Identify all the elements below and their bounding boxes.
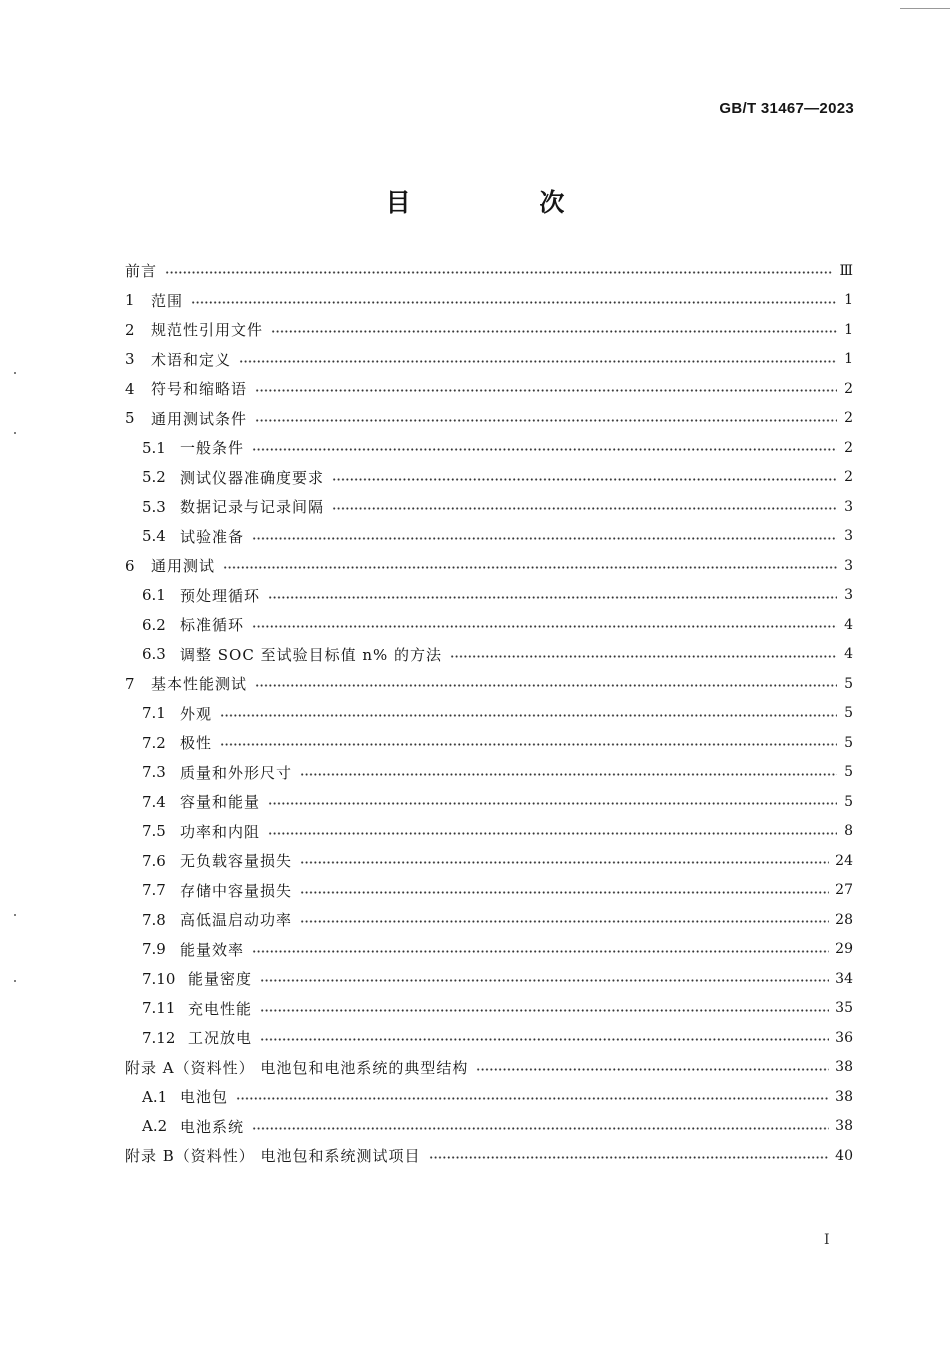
toc-leader-dots bbox=[271, 330, 837, 333]
toc-entry-page: 4 bbox=[844, 646, 853, 663]
toc-entry[interactable] bbox=[125, 551, 853, 581]
toc-entry-number: 7.10 bbox=[142, 969, 176, 988]
toc-entry[interactable] bbox=[125, 433, 853, 463]
toc-entry-number: 3 bbox=[125, 350, 135, 369]
toc-entry[interactable] bbox=[125, 905, 853, 935]
toc-entry-number: 6.1 bbox=[142, 586, 166, 605]
toc-entry-page: Ⅲ bbox=[839, 262, 853, 279]
toc-entry-number: 5 bbox=[125, 409, 135, 428]
toc-entry[interactable] bbox=[125, 758, 853, 788]
table-of-contents bbox=[125, 256, 853, 1171]
toc-entry-page: 35 bbox=[835, 1000, 853, 1017]
toc-entry-label: 术语和定义 bbox=[151, 350, 232, 369]
toc-entry-page: 1 bbox=[844, 292, 853, 309]
toc-leader-dots bbox=[260, 979, 829, 982]
scan-edge-line bbox=[900, 8, 950, 9]
toc-entry-label: 充电性能 bbox=[188, 999, 253, 1018]
toc-entry-number: 7.7 bbox=[142, 881, 166, 900]
toc-entry-number: 7.8 bbox=[142, 910, 166, 929]
toc-entry-label: 附录 B（资料性） 电池包和系统测试项目 bbox=[125, 1147, 421, 1166]
toc-entry-page: 1 bbox=[844, 351, 853, 368]
toc-entry-number: 7.3 bbox=[142, 763, 166, 782]
toc-entry[interactable] bbox=[125, 522, 853, 552]
toc-entry-label: 通用测试 bbox=[151, 557, 216, 576]
toc-entry-label: 规范性引用文件 bbox=[151, 321, 264, 340]
toc-leader-dots bbox=[165, 271, 833, 274]
toc-entry-page: 38 bbox=[835, 1088, 853, 1105]
toc-entry-label: 电池包 bbox=[180, 1088, 229, 1107]
toc-leader-dots bbox=[332, 507, 837, 510]
toc-entry-label: 存储中容量损失 bbox=[180, 881, 293, 900]
toc-entry-page: 2 bbox=[844, 380, 853, 397]
toc-entry[interactable] bbox=[125, 256, 853, 286]
toc-entry-number: 5.2 bbox=[142, 468, 166, 487]
toc-entry[interactable] bbox=[125, 699, 853, 729]
toc-leader-dots bbox=[220, 743, 837, 746]
toc-leader-dots bbox=[300, 891, 829, 894]
toc-entry-label: 能量密度 bbox=[188, 970, 253, 989]
toc-entry-number: 2 bbox=[125, 320, 135, 339]
toc-entry[interactable] bbox=[125, 610, 853, 640]
scan-speck bbox=[14, 980, 16, 982]
toc-entry[interactable] bbox=[125, 728, 853, 758]
toc-entry-label: 极性 bbox=[180, 734, 213, 753]
toc-entry-number: 7 bbox=[125, 674, 135, 693]
toc-entry[interactable] bbox=[125, 374, 853, 404]
toc-leader-dots bbox=[300, 920, 829, 923]
toc-entry-label: 基本性能测试 bbox=[151, 675, 248, 694]
toc-entry-page: 2 bbox=[844, 469, 853, 486]
toc-entry-page: 5 bbox=[844, 675, 853, 692]
toc-entry[interactable] bbox=[125, 1141, 853, 1171]
toc-entry[interactable] bbox=[125, 787, 853, 817]
toc-entry[interactable] bbox=[125, 286, 853, 316]
toc-entry-page: 2 bbox=[844, 410, 853, 427]
toc-leader-dots bbox=[220, 714, 837, 717]
toc-leader-dots bbox=[252, 1127, 829, 1130]
toc-entry-page: 40 bbox=[835, 1147, 853, 1164]
toc-leader-dots bbox=[223, 566, 837, 569]
toc-entry[interactable] bbox=[125, 1082, 853, 1112]
toc-entry-label: 测试仪器准确度要求 bbox=[180, 468, 325, 487]
toc-entry-page: 38 bbox=[835, 1118, 853, 1135]
toc-entry-number: 6.3 bbox=[142, 645, 166, 664]
toc-entry-label: 预处理循环 bbox=[180, 586, 261, 605]
toc-leader-dots bbox=[332, 478, 837, 481]
toc-entry-number: 1 bbox=[125, 291, 135, 310]
toc-entry-label: 符号和缩略语 bbox=[151, 380, 248, 399]
toc-entry-number: 7.2 bbox=[142, 733, 166, 752]
footer-page-number: I bbox=[824, 1232, 830, 1248]
toc-leader-dots bbox=[260, 1038, 829, 1041]
toc-leader-dots bbox=[255, 684, 837, 687]
toc-leader-dots bbox=[252, 537, 837, 540]
toc-leader-dots bbox=[476, 1068, 829, 1071]
toc-entry-label: 容量和能量 bbox=[180, 793, 261, 812]
toc-entry-label: 外观 bbox=[180, 704, 213, 723]
toc-entry-number: 6 bbox=[125, 556, 135, 575]
toc-entry-page: 1 bbox=[844, 321, 853, 338]
toc-entry[interactable] bbox=[125, 817, 853, 847]
toc-entry-label: 工况放电 bbox=[188, 1029, 253, 1048]
toc-entry-label: 范围 bbox=[151, 291, 184, 310]
toc-entry-label: 数据记录与记录间隔 bbox=[180, 498, 325, 517]
toc-entry-label: 质量和外形尺寸 bbox=[180, 763, 293, 782]
toc-entry-page: 36 bbox=[835, 1029, 853, 1046]
toc-entry-label: 调整 SOC 至试验目标值 n% 的方法 bbox=[180, 645, 443, 664]
toc-entry[interactable] bbox=[125, 1023, 853, 1053]
toc-entry-number: 7.11 bbox=[142, 999, 176, 1018]
toc-entry-page: 38 bbox=[835, 1059, 853, 1076]
toc-entry-page: 3 bbox=[844, 498, 853, 515]
toc-leader-dots bbox=[300, 773, 837, 776]
toc-entry-number: 7.5 bbox=[142, 822, 166, 841]
toc-entry-page: 29 bbox=[835, 941, 853, 958]
toc-entry-page: 3 bbox=[844, 557, 853, 574]
scan-speck bbox=[14, 372, 16, 374]
toc-entry-page: 24 bbox=[835, 852, 853, 869]
toc-entry-label: 电池系统 bbox=[180, 1117, 245, 1136]
toc-entry-page: 2 bbox=[844, 439, 853, 456]
toc-entry-label: 无负载容量损失 bbox=[180, 852, 293, 871]
toc-entry-label: 标准循环 bbox=[180, 616, 245, 635]
toc-entry[interactable] bbox=[125, 1112, 853, 1142]
toc-leader-dots bbox=[300, 861, 829, 864]
toc-entry[interactable] bbox=[125, 846, 853, 876]
toc-entry[interactable] bbox=[125, 935, 853, 965]
toc-leader-dots bbox=[252, 950, 829, 953]
toc-entry-page: 34 bbox=[835, 970, 853, 987]
toc-entry[interactable] bbox=[125, 404, 853, 434]
toc-entry-number: 5.4 bbox=[142, 527, 166, 546]
page-title: 目 次 bbox=[385, 188, 625, 217]
toc-entry-page: 3 bbox=[844, 528, 853, 545]
toc-entry-label: 高低温启动功率 bbox=[180, 911, 293, 930]
scan-speck bbox=[14, 432, 16, 434]
toc-leader-dots bbox=[260, 1009, 829, 1012]
toc-entry-number: 4 bbox=[125, 379, 135, 398]
toc-leader-dots bbox=[239, 360, 837, 363]
scan-speck bbox=[14, 914, 16, 916]
toc-entry-number: 7.1 bbox=[142, 704, 166, 723]
toc-entry-label: 一般条件 bbox=[180, 439, 245, 458]
toc-entry[interactable] bbox=[125, 315, 853, 345]
toc-entry-number: A.1 bbox=[142, 1087, 168, 1106]
toc-entry-number: 5.3 bbox=[142, 497, 166, 516]
toc-leader-dots bbox=[429, 1156, 830, 1159]
toc-entry-number: 6.2 bbox=[142, 615, 166, 634]
toc-leader-dots bbox=[255, 389, 837, 392]
toc-entry-page: 5 bbox=[844, 793, 853, 810]
toc-entry-number: 7.9 bbox=[142, 940, 166, 959]
toc-entry[interactable] bbox=[125, 964, 853, 994]
toc-leader-dots bbox=[252, 448, 837, 451]
toc-entry-page: 28 bbox=[835, 911, 853, 928]
toc-entry-number: 7.12 bbox=[142, 1028, 176, 1047]
toc-entry-label: 能量效率 bbox=[180, 940, 245, 959]
toc-entry[interactable] bbox=[125, 876, 853, 906]
toc-entry-label: 试验准备 bbox=[180, 527, 245, 546]
toc-entry[interactable] bbox=[125, 463, 853, 493]
toc-entry[interactable] bbox=[125, 345, 853, 375]
toc-entry[interactable] bbox=[125, 994, 853, 1024]
toc-entry[interactable] bbox=[125, 640, 853, 670]
toc-entry[interactable] bbox=[125, 581, 853, 611]
toc-entry-number: 5.1 bbox=[142, 438, 166, 457]
standard-code: GB/T 31467—2023 bbox=[719, 100, 854, 117]
toc-leader-dots bbox=[236, 1097, 829, 1100]
toc-leader-dots bbox=[268, 802, 837, 805]
toc-entry-page: 5 bbox=[844, 734, 853, 751]
toc-entry-number: 7.6 bbox=[142, 851, 166, 870]
toc-entry-number: 7.4 bbox=[142, 792, 166, 811]
toc-entry[interactable] bbox=[125, 669, 853, 699]
toc-entry-number: A.2 bbox=[142, 1117, 168, 1136]
toc-entry[interactable] bbox=[125, 492, 853, 522]
toc-entry-page: 3 bbox=[844, 587, 853, 604]
toc-entry-page: 5 bbox=[844, 705, 853, 722]
toc-entry-label: 通用测试条件 bbox=[151, 409, 248, 428]
toc-leader-dots bbox=[191, 301, 837, 304]
toc-leader-dots bbox=[450, 655, 837, 658]
toc-entry-page: 5 bbox=[844, 764, 853, 781]
toc-leader-dots bbox=[252, 625, 837, 628]
toc-entry-label: 附录 A（资料性） 电池包和电池系统的典型结构 bbox=[125, 1058, 469, 1077]
toc-leader-dots bbox=[268, 596, 837, 599]
toc-entry-label: 功率和内阻 bbox=[180, 822, 261, 841]
toc-entry-page: 27 bbox=[835, 882, 853, 899]
toc-entry-page: 4 bbox=[844, 616, 853, 633]
toc-entry[interactable] bbox=[125, 1053, 853, 1083]
toc-entry-page: 8 bbox=[844, 823, 853, 840]
toc-leader-dots bbox=[268, 832, 837, 835]
toc-entry-label: 前言 bbox=[125, 262, 158, 281]
toc-leader-dots bbox=[255, 419, 837, 422]
